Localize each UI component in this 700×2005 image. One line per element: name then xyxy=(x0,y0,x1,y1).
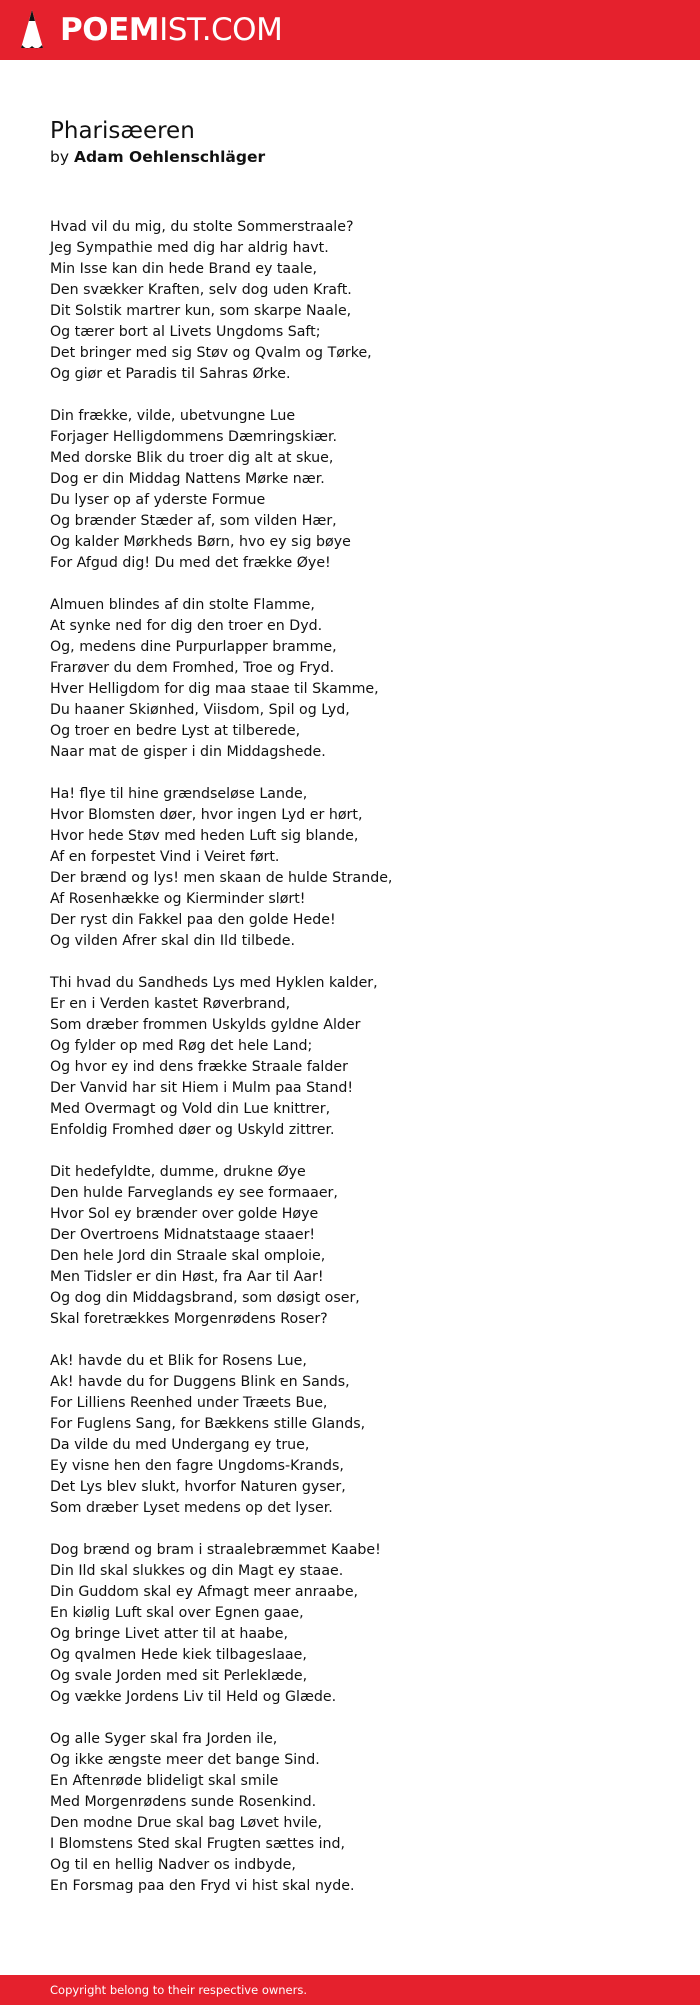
poem-line: En Forsmag paa den Fryd vi hist skal nyde. xyxy=(50,1878,355,1894)
poem-line: Og vilden Afrer skal din Ild tilbede. xyxy=(50,933,296,949)
poem-line: Den modne Drue skal bag Løvet hvile, xyxy=(50,1815,322,1831)
poem-line: Forjager Helligdommens Dæmringskiær. xyxy=(50,429,338,445)
poem-line: Den hulde Farveglands ey see formaaer, xyxy=(50,1185,338,1201)
poem-line: Men Tidsler er din Høst, fra Aar til Aar! xyxy=(50,1269,324,1285)
poem-line: Som dræber Lyset medens op det lyser. xyxy=(50,1500,333,1516)
poem-line: Frarøver du dem Fromhed, Troe og Fryd. xyxy=(50,660,335,676)
poem-line: Dog brænd og bram i straalebræmmet Kaabe! xyxy=(50,1542,381,1558)
poem-line: Dit hedefyldte, dumme, drukne Øye xyxy=(50,1164,306,1180)
poem-stanza xyxy=(50,217,650,385)
logo-light-text: IST.COM xyxy=(159,11,283,48)
poem-byline xyxy=(50,146,650,168)
poem-line: Ak! havde du for Duggens Blink en Sands, xyxy=(50,1374,350,1390)
poem-line: Der ryst din Fakkel paa den golde Hede! xyxy=(50,912,336,928)
poem-line: Den hele Jord din Straale skal omploie, xyxy=(50,1248,326,1264)
site-logo-link[interactable] xyxy=(18,0,282,60)
poem-stanza xyxy=(50,1351,650,1519)
site-logo-wordmark xyxy=(60,11,283,48)
poem-line: Din Guddom skal ey Afmagt meer anraabe, xyxy=(50,1584,359,1600)
poem-line: Din frække, vilde, ubetvungne Lue xyxy=(50,408,296,424)
poem-line: Din Ild skal slukkes og din Magt ey staae. xyxy=(50,1563,344,1579)
poem-line: Er en i Verden kastet Røverbrand, xyxy=(50,996,291,1012)
poem-line: Og ikke ængste meer det bange Sind. xyxy=(50,1752,320,1768)
poem-line: Dit Solstik martrer kun, som skarpe Naale, xyxy=(50,303,352,319)
poem-line: Og bringe Livet atter til at haabe, xyxy=(50,1626,288,1642)
poem-line: Jeg Sympathie med dig har aldrig havt. xyxy=(50,240,329,256)
poem-line: Og alle Syger skal fra Jorden ile, xyxy=(50,1731,278,1747)
poem-line: Thi hvad du Sandheds Lys med Hyklen kalder, xyxy=(50,975,378,991)
poem-line: Med Morgenrødens sunde Rosenkind. xyxy=(50,1794,317,1810)
poem-line: Naar mat de gisper i din Middagshede. xyxy=(50,744,326,760)
poem-line: Og tærer bort al Livets Ungdoms Saft; xyxy=(50,324,321,340)
pen-nib-icon xyxy=(18,8,46,52)
poem-line: For Afgud dig! Du med det frække Øye! xyxy=(50,555,331,571)
poem-line: Som dræber frommen Uskylds gyldne Alder xyxy=(50,1017,361,1033)
poem-line: Ha! flye til hine grændseløse Lande, xyxy=(50,786,308,802)
poem-line: Hvor hede Støv med heden Luft sig blande, xyxy=(50,828,359,844)
site-footer xyxy=(0,1975,700,2005)
poem-line: Og fylder op med Røg det hele Land; xyxy=(50,1038,313,1054)
poem-line: Den svækker Kraften, selv dog uden Kraft. xyxy=(50,282,352,298)
poem-line: Med dorske Blik du troer dig alt at skue, xyxy=(50,450,334,466)
poem-line: Du lyser op af yderste Formue xyxy=(50,492,266,508)
poem-line: Du haaner Skiønhed, Viisdom, Spil og Lyd, xyxy=(50,702,350,718)
poem-line: En kiølig Luft skal over Egnen gaae, xyxy=(50,1605,304,1621)
poem-line: Og dog din Middagsbrand, som døsigt oser, xyxy=(50,1290,360,1306)
poem-line: Ak! havde du et Blik for Rosens Lue, xyxy=(50,1353,307,1369)
poem-title: Pharisæeren xyxy=(50,118,195,144)
poem-line: Og hvor ey ind dens frække Straale falder xyxy=(50,1059,348,1075)
poem-line: Der brænd og lys! men skaan de hulde Strande, xyxy=(50,870,393,886)
poem-line: Og svale Jorden med sit Perleklæde, xyxy=(50,1668,308,1684)
poem-content xyxy=(50,117,650,1897)
poem-line: Det bringer med sig Støv og Qvalm og Tørke, xyxy=(50,345,372,361)
poem-line: Og brænder Stæder af, som vilden Hær, xyxy=(50,513,337,529)
poem-stanza xyxy=(50,1540,650,1708)
poem-line: Og qvalmen Hede kiek tilbageslaae, xyxy=(50,1647,307,1663)
poem-line: Med Overmagt og Vold din Lue knittrer, xyxy=(50,1101,331,1117)
poem-stanza xyxy=(50,1729,650,1897)
poem-line: At synke ned for dig den troer en Dyd. xyxy=(50,618,323,634)
poem-stanza xyxy=(50,784,650,952)
poem-line: Og til en hellig Nadver os indbyde, xyxy=(50,1857,296,1873)
author-name: Adam Oehlenschläger xyxy=(73,148,266,166)
copyright-notice: Copyright belong to their respective owners. xyxy=(50,1983,308,1997)
poem-line: Ey visne hen den fagre Ungdoms-Krands, xyxy=(50,1458,344,1474)
poem-line: Min Isse kan din hede Brand ey taale, xyxy=(50,261,317,277)
poem-line: En Aftenrøde blideligt skal smile xyxy=(50,1773,279,1789)
poem-line: Og giør et Paradis til Sahras Ørke. xyxy=(50,366,291,382)
logo-bold-text: POEM xyxy=(60,11,160,48)
poem-line: Hvor Blomsten døer, hvor ingen Lyd er hørt, xyxy=(50,807,363,823)
poem-stanza xyxy=(50,595,650,763)
poem-line: Og kalder Mørkheds Børn, hvo ey sig bøye xyxy=(50,534,351,550)
poem-line: Enfoldig Fromhed døer og Uskyld zittrer. xyxy=(50,1122,335,1138)
poem-line: Og vække Jordens Liv til Held og Glæde. xyxy=(50,1689,337,1705)
site-header xyxy=(0,0,700,60)
poem-line: Og troer en bedre Lyst at tilberede, xyxy=(50,723,301,739)
poem-line: For Fuglens Sang, for Bækkens stille Glands, xyxy=(50,1416,366,1432)
poem-line: Dog er din Middag Nattens Mørke nær. xyxy=(50,471,325,487)
poem-line: Af en forpestet Vind i Veiret ført. xyxy=(50,849,280,865)
poem-line: I Blomstens Sted skal Frugten sættes ind, xyxy=(50,1836,346,1852)
poem-line: Almuen blindes af din stolte Flamme, xyxy=(50,597,315,613)
poem-line: Hver Helligdom for dig maa staae til Skamme, xyxy=(50,681,379,697)
poem-stanza xyxy=(50,1162,650,1330)
poem-stanza xyxy=(50,406,650,574)
poem-stanza xyxy=(50,973,650,1141)
poem-line: Af Rosenhække og Kierminder slørt! xyxy=(50,891,306,907)
byline-label: by xyxy=(50,148,70,166)
poem-body xyxy=(50,217,650,1897)
poem-line: Og, medens dine Purpurlapper bramme, xyxy=(50,639,337,655)
poem-line: Der Vanvid har sit Hiem i Mulm paa Stand! xyxy=(50,1080,354,1096)
poem-line: Hvad vil du mig, du stolte Sommerstraale? xyxy=(50,219,354,235)
poem-line: Det Lys blev slukt, hvorfor Naturen gyser, xyxy=(50,1479,346,1495)
poem-line: For Lilliens Reenhed under Træets Bue, xyxy=(50,1395,328,1411)
poem-line: Der Overtroens Midnatstaage staaer! xyxy=(50,1227,316,1243)
poem-line: Da vilde du med Undergang ey true, xyxy=(50,1437,310,1453)
poem-line: Hvor Sol ey brænder over golde Høye xyxy=(50,1206,319,1222)
poem-line: Skal foretrækkes Morgenrødens Roser? xyxy=(50,1311,328,1327)
